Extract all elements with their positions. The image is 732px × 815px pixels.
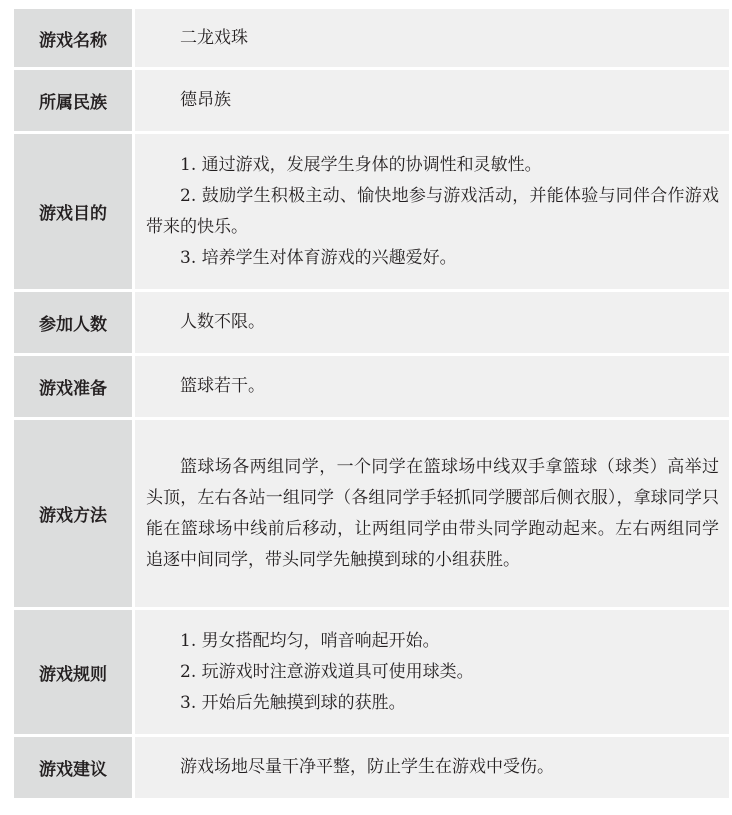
content-line: 二龙戏珠 bbox=[180, 27, 248, 48]
content-line: 1. 男女搭配均匀，哨音响起开始。 bbox=[180, 630, 440, 651]
content-line: 2. 鼓励学生积极主动、愉快地参与游戏活动，并能体验与同伴合作游戏带来的快乐。 bbox=[146, 185, 719, 237]
row-label: 游戏准备 bbox=[14, 356, 132, 417]
game-info-table bbox=[14, 9, 729, 801]
row-rules bbox=[14, 610, 729, 734]
row-content bbox=[135, 134, 729, 289]
row-label: 游戏建议 bbox=[14, 737, 132, 798]
content-line: 1. 通过游戏，发展学生身体的协调性和灵敏性。 bbox=[180, 154, 542, 175]
row-content bbox=[135, 420, 729, 607]
row-participants bbox=[14, 292, 729, 353]
row-label: 游戏规则 bbox=[14, 610, 132, 734]
row-content bbox=[135, 70, 729, 131]
row-label: 所属民族 bbox=[14, 70, 132, 131]
content-line: 游戏场地尽量干净平整，防止学生在游戏中受伤。 bbox=[180, 757, 554, 777]
row-content bbox=[135, 9, 729, 67]
row-content bbox=[135, 610, 729, 734]
row-label: 游戏方法 bbox=[14, 420, 132, 607]
content-line: 篮球若干。 bbox=[180, 376, 265, 396]
row-content bbox=[135, 356, 729, 417]
content-line: 德昂族 bbox=[180, 90, 231, 110]
row-label: 游戏目的 bbox=[14, 134, 132, 289]
row-preparation bbox=[14, 356, 729, 417]
row-content bbox=[135, 292, 729, 353]
content-line: 人数不限。 bbox=[180, 312, 265, 332]
row-ethnic-group bbox=[14, 70, 729, 131]
row-suggestions bbox=[14, 737, 729, 798]
row-game-name bbox=[14, 9, 729, 67]
content-line: 篮球场各两组同学，一个同学在篮球场中线双手拿篮球（球类）高举过头顶，左右各站一组同学（各组同学手轻抓同学腰部后侧衣服），拿球同学只能在篮球场中线前后移动，让两组同学由带头同学跑动起来。左右两组同学追逐中间同学，带头同学先触摸到球的小组获胜。 bbox=[146, 456, 719, 570]
row-label: 参加人数 bbox=[14, 292, 132, 353]
row-method bbox=[14, 420, 729, 607]
row-content bbox=[135, 737, 729, 798]
content-line: 3. 培养学生对体育游戏的兴趣爱好。 bbox=[180, 247, 457, 268]
content-line: 2. 玩游戏时注意游戏道具可使用球类。 bbox=[180, 661, 474, 682]
content-line: 3. 开始后先触摸到球的获胜。 bbox=[180, 692, 406, 713]
row-label: 游戏名称 bbox=[14, 9, 132, 67]
row-game-purpose bbox=[14, 134, 729, 289]
